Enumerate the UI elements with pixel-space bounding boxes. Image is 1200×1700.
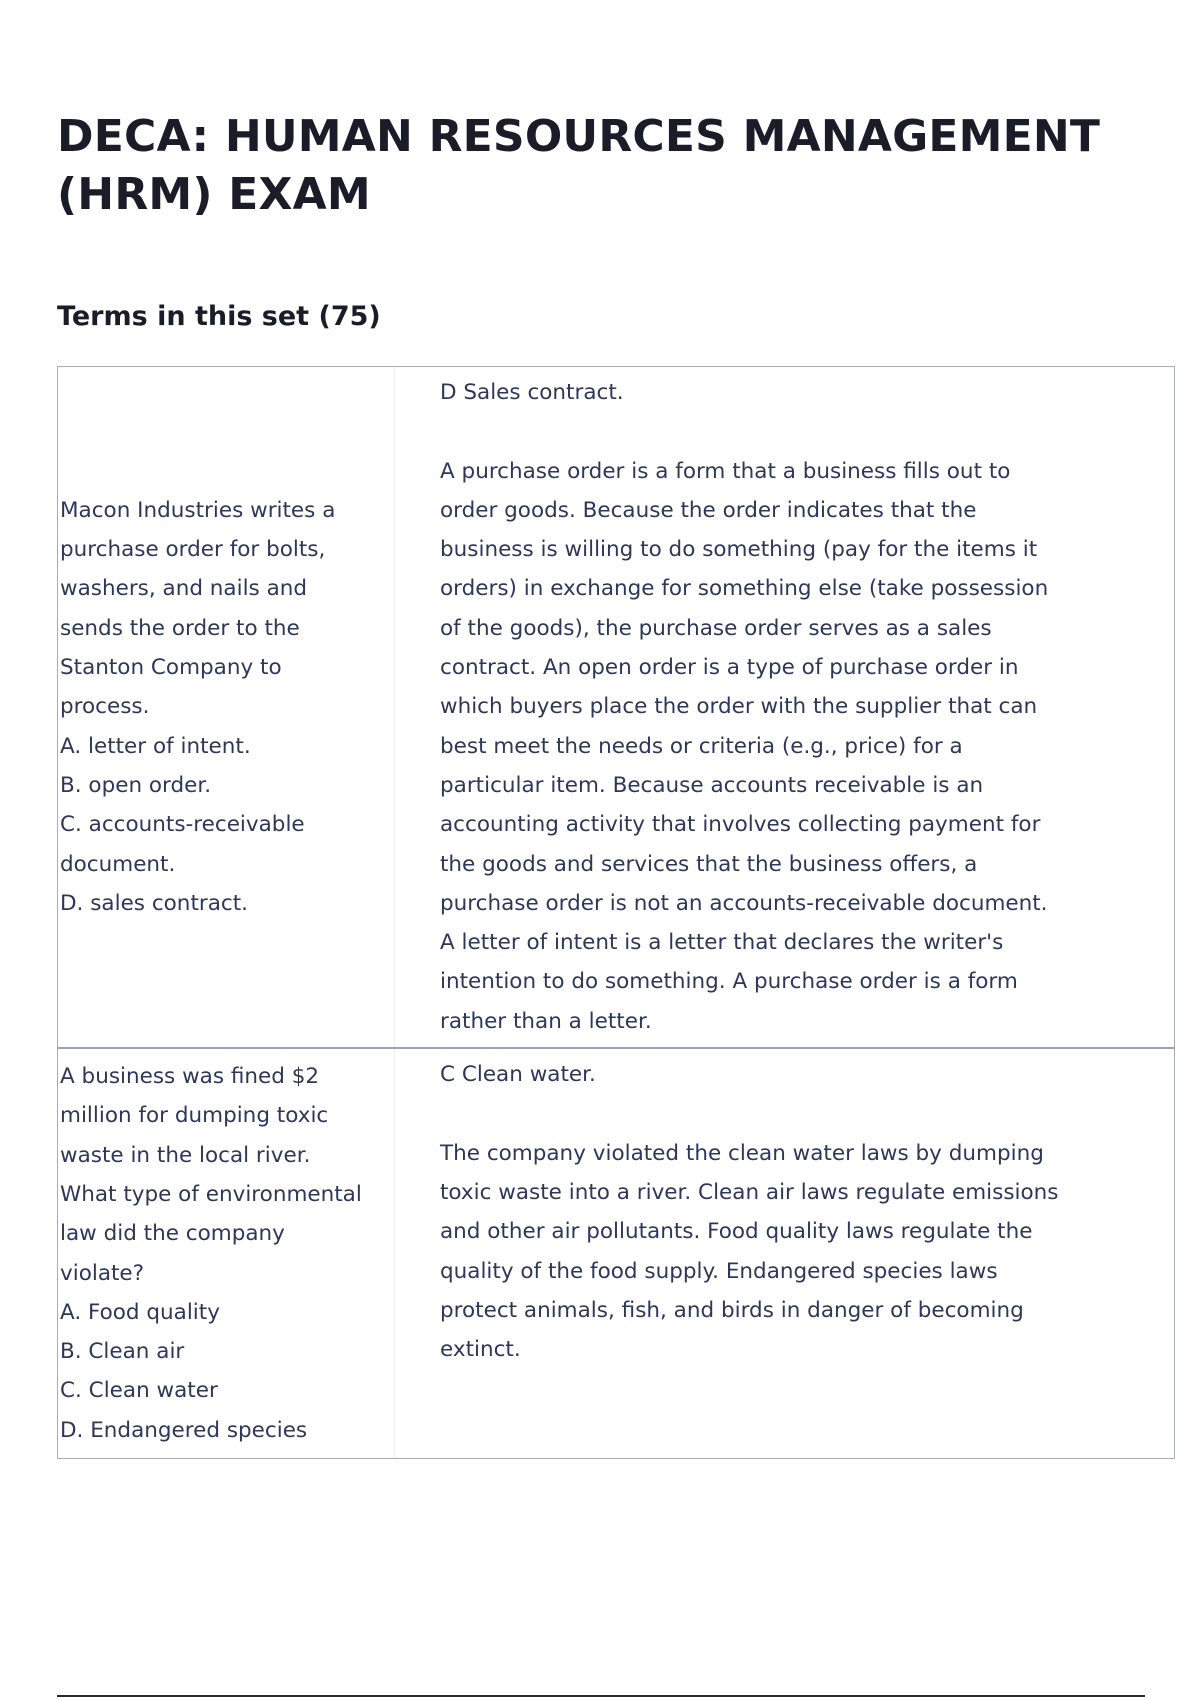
explanation-line: orders) in exchange for something else (take possession (440, 576, 1049, 602)
answer-line: D Sales contract. (440, 380, 624, 405)
option-c: C. Clean water (60, 1378, 218, 1404)
question-line: A business was fined $2 (60, 1064, 320, 1090)
explanation-line: The company violated the clean water laws by dumping (440, 1140, 1044, 1166)
explanation-line: the goods and services that the business offers, a (440, 851, 978, 877)
term-question (58, 367, 395, 1047)
answer-line: C Clean water. (440, 1062, 596, 1088)
option-c: C. accounts-receivable (60, 812, 305, 838)
explanation-line: A letter of intent is a letter that declares the writer's (440, 930, 1004, 956)
term-definition (395, 1049, 1174, 1458)
option-b: B. open order. (60, 772, 212, 798)
paragraph-gap (440, 1094, 1074, 1133)
question-line: million for dumping toxic (60, 1103, 329, 1129)
explanation-line: contract. An open order is a type of purchase order in (440, 655, 1019, 681)
explanation-line: accounting activity that involves collecting payment for (440, 812, 1041, 838)
explanation-line: purchase order is not an accounts-receivable document. (440, 890, 1048, 916)
explanation-line: toxic waste into a river. Clean air laws regulate emissions (440, 1179, 1059, 1205)
option-d: D. sales contract. (60, 890, 248, 916)
option-b: B. Clean air (60, 1339, 185, 1365)
paragraph-gap (440, 412, 1074, 451)
question-line: violate? (60, 1260, 145, 1286)
explanation-line: which buyers place the order with the supplier that can (440, 694, 1038, 720)
page-title (57, 108, 1117, 224)
term-definition (395, 367, 1174, 1047)
explanation-line: A purchase order is a form that a business fills out to (440, 458, 1011, 484)
explanation-line: rather than a letter. (440, 1008, 652, 1034)
terms-count-heading: Terms in this set (75) (57, 301, 381, 332)
terms-table (57, 366, 1175, 1459)
option-a: A. Food quality (60, 1299, 220, 1325)
explanation-line: and other air pollutants. Food quality laws regulate the (440, 1219, 1033, 1245)
question-line: What type of environmental (60, 1181, 362, 1207)
option-a: A. letter of intent. (60, 733, 251, 759)
question-line: Macon Industries writes a (60, 497, 336, 523)
question-line: purchase order for bolts, (60, 537, 326, 563)
question-line: waste in the local river. (60, 1142, 311, 1168)
explanation-line: order goods. Because the order indicates that the (440, 497, 977, 523)
question-line: sends the order to the (60, 615, 300, 641)
term-question (58, 1049, 395, 1458)
explanation-line: extinct. (440, 1337, 521, 1363)
option-d: D. Endangered species (60, 1417, 308, 1443)
page-title-line: (HRM) EXAM (57, 169, 371, 220)
question-line: Stanton Company to (60, 655, 282, 681)
explanation-line: intention to do something. A purchase order is a form (440, 969, 1018, 995)
question-line: washers, and nails and (60, 576, 308, 602)
question-line: law did the company (60, 1221, 285, 1247)
term-row (58, 1047, 1174, 1458)
option-c-continued: document. (60, 851, 176, 877)
page-bottom-divider (57, 1695, 1145, 1697)
page-title-line: DECA: HUMAN RESOURCES MANAGEMENT (57, 111, 1101, 162)
explanation-line: quality of the food supply. Endangered species laws (440, 1258, 998, 1284)
explanation-line: of the goods), the purchase order serves as a sales (440, 615, 992, 641)
question-line: process. (60, 694, 150, 720)
explanation-line: particular item. Because accounts receivable is an (440, 772, 984, 798)
explanation-line: best meet the needs or criteria (e.g., price) for a (440, 733, 963, 759)
explanation-line: protect animals, fish, and birds in danger of becoming (440, 1297, 1024, 1323)
term-row (58, 367, 1174, 1047)
explanation-line: business is willing to do something (pay for the items it (440, 537, 1038, 563)
